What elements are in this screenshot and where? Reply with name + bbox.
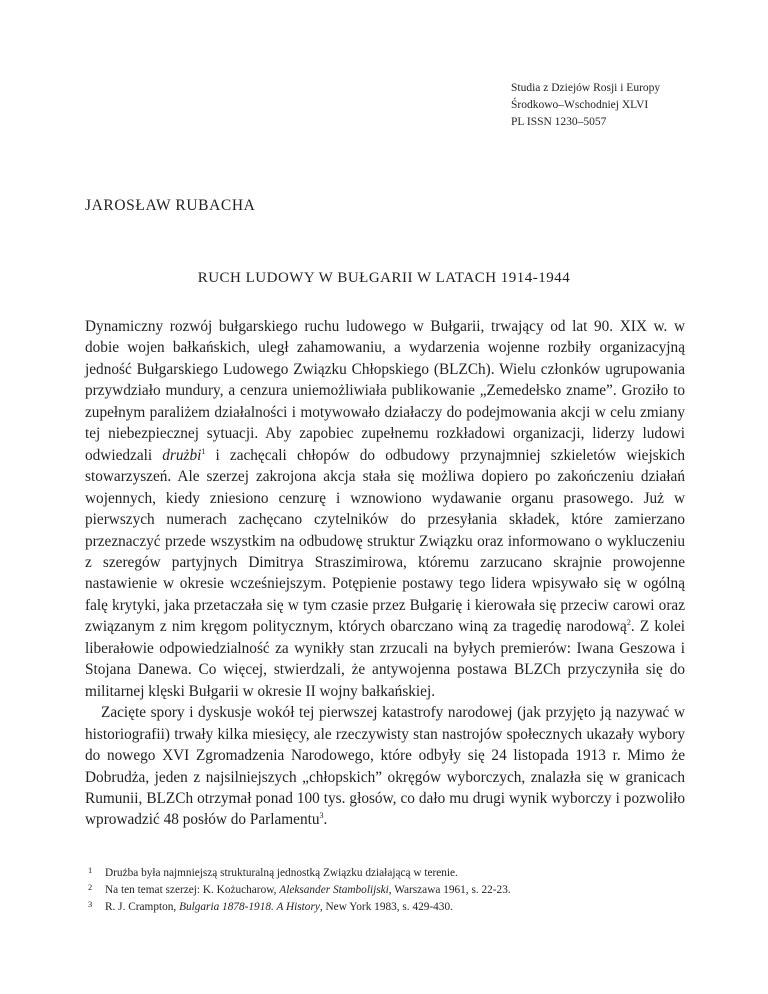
paragraph-1 xyxy=(85,316,685,702)
journal-issn: PL ISSN 1230–5057 xyxy=(511,116,607,128)
footnote-1 xyxy=(85,865,685,882)
footnote-text: Drużba była najmniejszą strukturalną jednostką Związku działającą w terenie. xyxy=(105,867,458,879)
footnote-ref-1: 1 xyxy=(201,446,206,456)
paragraph-1-text-c: . Z kolei liberałowie odpowiedzialność za wynikły stan zrzucali na byłych premierów: Iwana Geszowa i Stojana Danewa. Co więcej, stwierdzali, że antywojenna postawa BLZCh przyczyniła się do militarnej klęski Bułgarii w okresie II wojny bałkańskiej. xyxy=(85,618,686,700)
footnotes xyxy=(85,865,685,916)
footnote-text-tail: , New York 1983, s. 429-430. xyxy=(319,901,453,913)
article-title: RUCH LUDOWY W BUŁGARII W LATACH 1914-1944 xyxy=(197,270,571,286)
article-body xyxy=(85,316,685,831)
paragraph-1-text-b: i zachęcali chłopów do odbudowy przynajmniej szkieletów wiejskich stowarzyszeń. Ale szerzej zakrojona akcja stała się możliwa dopiero po zakończeniu działań wojennych, kiedy zniesiono cenzurę i wznowiono wydawanie organu prasowego. Już w pierwszych numerach zachęcano czytelników do przesyłania składek, które zamierzano przeznaczyć przede wszystkim na odbudowę struktur Związku oraz informowano o wykluczeniu z szeregów partyjnych Dimitrya Straszimirowa, któremu zarzucano skrajnie prowojenne nastawienie w okresie wcześniejszym. Potępienie postawy tego lidera wpisywało się w ogólną falę krytyki, jaka przetaczała się w tym czasie przez Bułgarię i kierowała się przeciw carowi oraz związanym z nim kręgom politycznym, których obarczano winą za tragedię narodową xyxy=(85,446,685,636)
footnote-3 xyxy=(85,899,685,916)
footnote-book-title: Bulgaria 1878-1918. A History xyxy=(179,901,320,913)
paragraph-2 xyxy=(85,702,685,831)
journal-title-line-2: Środkowo–Wschodniej XLVI xyxy=(511,99,649,111)
term-druzbi: drużbi xyxy=(162,446,202,464)
footnote-2 xyxy=(85,882,685,899)
footnote-ref-2: 2 xyxy=(626,618,631,628)
paragraph-2-text-b: . xyxy=(323,811,328,829)
footnote-text: Na ten temat szerzej: K. Kożucharow, xyxy=(105,884,280,896)
footnote-text: R. J. Crampton, xyxy=(105,901,180,913)
article-author: JAROSŁAW RUBACHA xyxy=(85,197,256,214)
footnote-number: 1 xyxy=(88,865,93,875)
paragraph-2-text-a: Zacięte spory i dyskusje wokół tej pierwszej katastrofy narodowej (jak przyjęto ją nazywać w historiografii) trwały kilka miesięcy, ale rzeczywisty stan nastrojów społecznych ukazały wybory do nowego XVI Zgromadzenia Narodowego, które odbyły się 24 listopada 1913 r. Mimo że Dobrudża, jeden z najsilniejszych „chłopskich” okręgów wyborczych, znalazła się w granicach Rumunii, BLZCh otrzymał ponad 100 tys. głosów, co dało mu drugi wynik wyborczy i pozwoliło wprowadzić 48 posłów do Parlamentu xyxy=(85,704,685,829)
footnote-number: 3 xyxy=(88,899,93,909)
journal-title-line-1: Studia z Dziejów Rosji i Europy xyxy=(511,82,661,94)
journal-header xyxy=(511,80,731,131)
footnote-number: 2 xyxy=(88,882,93,892)
footnote-book-title: Aleksander Stambolijski xyxy=(279,884,389,896)
paragraph-1-text-a: Dynamiczny rozwój bułgarskiego ruchu ludowego w Bułgarii, trwający od lat 90. XIX w. w dobie wojen bałkańskich, uległ zahamowaniu, a wydarzenia wojenne rozbiły organizacyjną jedność Bułgarskiego Ludowego Związku Chłopskiego (BLZCh). Wielu członków ugrupowania przywdziało mundury, a cenzura uniemożliwiała publikowanie „Zemedełsko zname”. Groziło to zupełnym paraliżem działalności i motywowało działaczy do podejmowania akcji w celu zmiany tej niebezpiecznej sytuacji. Aby zapobiec zupełnemu rozkładowi organizacji, liderzy ludowi odwiedzali xyxy=(85,318,685,464)
footnote-text-tail: , Warszawa 1961, s. 22-23. xyxy=(388,884,511,896)
footnote-ref-3: 3 xyxy=(319,811,324,821)
